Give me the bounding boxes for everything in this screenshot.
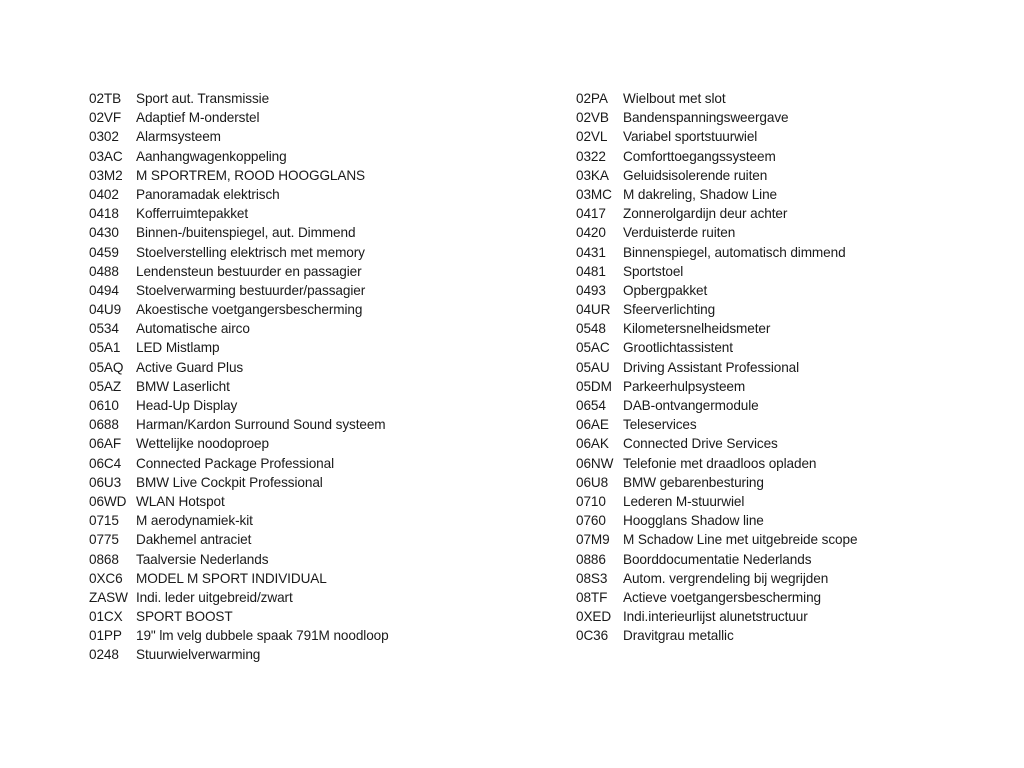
option-code: 0302 <box>89 129 119 145</box>
option-row <box>89 108 549 127</box>
option-code: 0322 <box>576 148 606 164</box>
option-row <box>89 262 549 281</box>
option-row <box>89 147 549 166</box>
option-code: 06U3 <box>89 474 122 490</box>
option-code: 0417 <box>576 206 606 222</box>
option-row <box>89 645 549 664</box>
option-description: M aerodynamiek-kit <box>136 513 253 529</box>
option-description: M Schadow Line met uitgebreide scope <box>623 532 858 548</box>
option-description: Indi. leder uitgebreid/zwart <box>136 589 293 605</box>
option-code: 0488 <box>89 263 119 279</box>
option-description: M dakreling, Shadow Line <box>623 186 778 202</box>
option-description: Stoelverstelling elektrisch met memory <box>136 244 365 260</box>
option-code: 06WD <box>89 493 127 509</box>
option-description: M SPORTREM, ROOD HOOGGLANS <box>136 167 366 183</box>
option-description: MODEL M SPORT INDIVIDUAL <box>136 570 327 586</box>
option-row <box>576 550 996 569</box>
option-code: 02VL <box>576 129 608 145</box>
option-description: Geluidsisolerende ruiten <box>623 167 768 183</box>
option-code: 01PP <box>89 628 122 644</box>
option-description: BMW gebarenbesturing <box>623 474 764 490</box>
option-row <box>576 607 996 626</box>
option-code: 06C4 <box>89 455 122 471</box>
option-row <box>89 204 549 223</box>
option-code: 0402 <box>89 186 119 202</box>
option-code: ZASW <box>89 589 128 605</box>
option-row <box>576 473 996 492</box>
option-code: 01CX <box>89 609 123 625</box>
option-row <box>576 319 996 338</box>
option-row <box>89 550 549 569</box>
option-code: 05AC <box>576 340 610 356</box>
option-code: 08S3 <box>576 570 608 586</box>
option-code: 03M2 <box>89 167 123 183</box>
option-code: 0760 <box>576 513 606 529</box>
option-code: 0C36 <box>576 628 609 644</box>
option-description: Kilometersnelheidsmeter <box>623 321 771 337</box>
option-row <box>89 626 549 645</box>
option-code: 02TB <box>89 91 122 106</box>
option-code: 03MC <box>576 186 612 202</box>
option-code: 05A1 <box>89 340 121 356</box>
option-code: 02VF <box>89 110 122 126</box>
option-row <box>576 588 996 607</box>
option-code: 06AF <box>89 436 122 452</box>
option-description: Lendensteun bestuurder en passagier <box>136 263 362 279</box>
option-code: 05AZ <box>89 378 122 394</box>
option-row <box>89 338 549 357</box>
option-description: Alarmsysteem <box>136 129 221 145</box>
option-description: Sport aut. Transmissie <box>136 91 270 106</box>
option-row <box>576 454 996 473</box>
option-code: 0886 <box>576 551 606 567</box>
option-description: SPORT BOOST <box>136 609 233 625</box>
option-description: DAB-ontvangermodule <box>623 398 759 413</box>
option-row <box>89 588 549 607</box>
option-description: Bandenspanningsweergave <box>623 110 789 126</box>
option-description: Dakhemel antraciet <box>136 532 252 548</box>
option-description: Parkeerhulpsysteem <box>623 378 746 394</box>
option-row <box>576 338 996 357</box>
option-row <box>576 89 996 108</box>
option-code: 05DM <box>576 378 612 394</box>
option-description: Boorddocumentatie Nederlands <box>623 551 812 567</box>
option-code: 05AQ <box>89 359 124 375</box>
option-description: Stoelverwarming bestuurder/passagier <box>136 282 366 298</box>
option-code: 0548 <box>576 321 606 337</box>
option-code: 0248 <box>89 647 119 663</box>
option-description: Connected Package Professional <box>136 455 335 471</box>
option-description: Grootlichtassistent <box>623 340 733 356</box>
option-description: LED Mistlamp <box>136 340 220 356</box>
option-description: Sportstoel <box>623 263 684 279</box>
option-code: 0610 <box>89 398 119 413</box>
option-description: 19" lm velg dubbele spaak 791M noodloop <box>136 628 389 644</box>
option-row <box>89 492 549 511</box>
option-description: Opbergpakket <box>623 282 708 298</box>
option-description: Binnen-/buitenspiegel, aut. Dimmend <box>136 225 356 241</box>
option-code: 07M9 <box>576 532 610 548</box>
option-code: 0420 <box>576 225 606 241</box>
option-description: Taalversie Nederlands <box>136 551 269 567</box>
option-row <box>576 204 996 223</box>
option-row <box>89 127 549 146</box>
option-row <box>89 454 549 473</box>
option-code: 02VB <box>576 110 609 126</box>
option-row <box>576 166 996 185</box>
option-description: Sfeerverlichting <box>623 302 716 318</box>
option-code: 02PA <box>576 91 608 106</box>
option-description: Comforttoegangssysteem <box>623 148 776 164</box>
option-row <box>576 396 996 415</box>
option-row <box>576 300 996 319</box>
option-code: 08TF <box>576 589 608 605</box>
option-description: Aanhangwagenkoppeling <box>136 148 287 164</box>
option-description: Lederen M-stuurwiel <box>623 493 745 509</box>
option-code: 0654 <box>576 398 606 413</box>
option-description: Dravitgrau metallic <box>623 628 734 644</box>
option-code: 04UR <box>576 302 611 318</box>
option-code: 0XED <box>576 609 612 625</box>
option-code: 0431 <box>576 244 606 260</box>
option-code: 0710 <box>576 493 606 509</box>
option-row <box>576 262 996 281</box>
option-description: BMW Live Cockpit Professional <box>136 474 323 490</box>
option-row <box>89 569 549 588</box>
option-row <box>89 89 549 108</box>
option-description: Stuurwielverwarming <box>136 647 261 663</box>
option-row <box>576 281 996 300</box>
option-code: 03AC <box>89 148 123 164</box>
option-description: Actieve voetgangersbescherming <box>623 589 821 605</box>
option-row <box>576 127 996 146</box>
option-row <box>89 377 549 396</box>
option-row <box>576 626 996 645</box>
option-row <box>576 377 996 396</box>
option-code: 0775 <box>89 532 119 548</box>
option-row <box>89 530 549 549</box>
option-row <box>89 396 549 415</box>
option-code: 0494 <box>89 282 119 298</box>
option-description: Binnenspiegel, automatisch dimmend <box>623 244 846 260</box>
option-description: Connected Drive Services <box>623 436 778 452</box>
option-description: Harman/Kardon Surround Sound systeem <box>136 417 386 433</box>
option-code: 0430 <box>89 225 119 241</box>
option-row <box>89 415 549 434</box>
option-row <box>576 434 996 453</box>
option-description: Active Guard Plus <box>136 359 244 375</box>
option-description: Head-Up Display <box>136 398 238 413</box>
option-description: Autom. vergrendeling bij wegrijden <box>623 570 829 586</box>
option-description: Driving Assistant Professional <box>623 359 800 375</box>
option-row <box>576 415 996 434</box>
option-row <box>89 243 549 262</box>
option-code: 03KA <box>576 167 609 183</box>
option-code: 06AE <box>576 417 609 433</box>
option-code: 0493 <box>576 282 606 298</box>
option-row <box>89 166 549 185</box>
option-description: Indi.interieurlijst alunetstructuur <box>623 609 808 625</box>
options-list-left <box>89 89 549 665</box>
options-list-right <box>576 89 996 645</box>
option-code: 0688 <box>89 417 119 433</box>
option-description: Kofferruimtepakket <box>136 206 249 222</box>
option-row <box>89 607 549 626</box>
option-row <box>89 281 549 300</box>
option-row <box>576 358 996 377</box>
option-description: Panoramadak elektrisch <box>136 186 280 202</box>
option-description: Verduisterde ruiten <box>623 225 736 241</box>
option-code: 0868 <box>89 551 119 567</box>
option-description: Automatische airco <box>136 321 250 337</box>
option-row <box>576 223 996 242</box>
option-code: 06U8 <box>576 474 609 490</box>
option-description: WLAN Hotspot <box>136 493 225 509</box>
option-row <box>576 492 996 511</box>
option-description: Teleservices <box>623 417 697 433</box>
option-row <box>576 511 996 530</box>
option-row <box>89 223 549 242</box>
option-row <box>576 243 996 262</box>
option-code: 06NW <box>576 455 614 471</box>
option-code: 0XC6 <box>89 570 123 586</box>
option-description: Wettelijke noodoproep <box>136 436 269 452</box>
option-row <box>576 147 996 166</box>
option-code: 0418 <box>89 206 119 222</box>
option-code: 06AK <box>576 436 609 452</box>
option-row <box>89 300 549 319</box>
option-row <box>89 511 549 530</box>
option-description: Akoestische voetgangersbescherming <box>136 302 363 318</box>
option-description: Zonnerolgardijn deur achter <box>623 206 788 222</box>
option-row <box>89 185 549 204</box>
option-row <box>89 358 549 377</box>
option-row <box>576 530 996 549</box>
option-row <box>89 473 549 492</box>
option-code: 05AU <box>576 359 610 375</box>
option-row <box>576 108 996 127</box>
option-description: Wielbout met slot <box>623 91 726 106</box>
option-description: Adaptief M-onderstel <box>136 110 260 126</box>
option-description: Telefonie met draadloos opladen <box>623 455 817 471</box>
option-description: BMW Laserlicht <box>136 378 230 394</box>
option-row <box>576 569 996 588</box>
option-code: 0534 <box>89 321 119 337</box>
option-row <box>576 185 996 204</box>
option-code: 0481 <box>576 263 606 279</box>
option-code: 0459 <box>89 244 119 260</box>
option-code: 0715 <box>89 513 119 529</box>
option-row <box>89 319 549 338</box>
option-row <box>89 434 549 453</box>
option-description: Variabel sportstuurwiel <box>623 129 758 145</box>
option-code: 04U9 <box>89 302 122 318</box>
option-description: Hoogglans Shadow line <box>623 513 764 529</box>
